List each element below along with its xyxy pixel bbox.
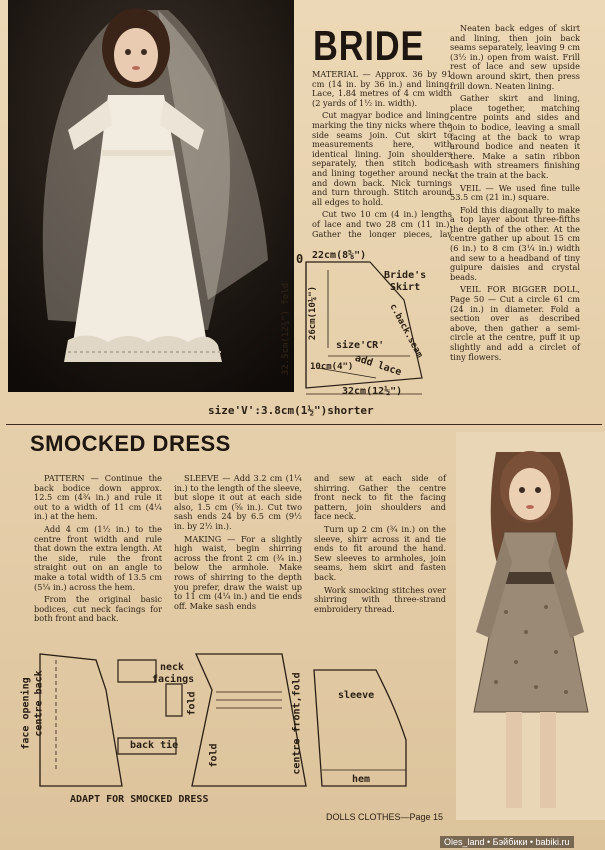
skirt-cback-seam: c.back.seam [387,302,425,360]
bride-p3: Neaten back edges of skirt and lining, then join back seams separately, leaving 9 cm (3½ in.) open from waist. Frill rest of lace and sew upside down around skirt, then press frill down. Neaten lining. [450,23,580,91]
bride-column-2 [450,24,580,365]
skirt-name-1: Bride's [384,270,427,281]
smocked-doll-illustration [456,432,605,820]
bride-column-1 [312,70,452,241]
neck-facings-label-1: neck [160,662,185,673]
smocked-pattern: PATTERN — Continue the back bodice down approx. 12.5 cm (4¾ in.) and rule it out to a width of 11 cm (4¼ in.) at the hem. [34,473,162,522]
bride-veil: VEIL — We used fine tulle 53.5 cm (21 in.) square. [450,182,580,203]
smocked-sleeve: SLEEVE — Add 3.2 cm (1¼ in.) to the length of the sleeve, but slope it out at each side also, 1.5 cm (⅝ in.). Cut two sash ends 24 by 6.5 cm (9½ in. by 2½ in.). [174,473,302,531]
bride-p2: Cut two 10 cm (4 in.) lengths of lace and two 28 cm (11 in.). Gather the longer pieces, lay [312,210,452,239]
smocked-doll-photo [456,432,605,820]
sleeve-label: sleeve [338,690,375,701]
face-opening-label: face opening [20,677,32,750]
skirt-bottom-measure: 32cm(12½") [342,386,403,397]
back-tie-label: back tie [130,740,179,751]
skirt-zero-mark: 0 [296,252,304,266]
smocked-p2: From the original basic bodices, cut neck facings for both front and back. [34,594,162,624]
skirt-inner-measure: 26cm(10¼") [308,285,319,341]
skirt-add-lace: add lace [353,352,403,379]
smocked-dress-title: SMOCKED DRESS [30,431,231,456]
bride-veil-big: VEIL FOR BIGGER DOLL, Page 50 — Cut a circle 61 cm (24 in.) in diameter. Fold a section over as described above, then gather a semi-circle at the centre, puff it up slightly and add a circlet of tiny flowers. [450,284,580,362]
bride-p5: Fold this diagonally to make a top layer about three-fifths the depth of the other. At the centre gather up about 15 cm (6 in.) to 8 cm (3¼ in.) width and sew to a headband of tiny guipure daisies and crystal beads. [450,204,580,282]
hem-label: hem [352,774,371,785]
fold-label-2: fold [208,743,220,768]
smocked-p5: Work smocking stitches over shirring with three-strand embroidery thread. [314,584,446,614]
smocked-p3: and sew at each side of shirring. Gather the centre front neck to fit the facing pattern, join shoulders and face neck. [314,473,446,522]
bride-material: MATERIAL — Approx. 36 by 91 cm (14 in. by 36 in.) and lining. Lace, 1.84 metres of 4 cm width (2 yards of 1½ in. width). [312,69,452,108]
smocked-column-3 [314,474,446,617]
fold-label-1: fold [186,691,198,716]
skirt-name-2: Skirt [390,282,421,293]
skirt-left-measure: 32.5cm(12¾") fold [281,282,292,376]
bride-skirt-diagram [208,248,452,418]
smocked-p1: Add 4 cm (1½ in.) to the centre front width and rule that down the extra length. At the side, rule the front straight out on an angle to make a total width of 13.5 cm (5¼ in.) across the hem. [34,523,162,592]
centre-back-label: centre back [33,670,45,737]
centre-front-fold-label: centre front,fold [291,672,303,775]
skirt-size-cr: size'CR' [336,340,385,351]
pattern-outlines [26,650,446,810]
smocked-making: MAKING — For a slightly high waist, begin shirring across the front 2 cm (¾ in.) below the armhole. Make rows of shirring to the depth you prefer, draw the waist up to 11 cm (4¼ in.) and tie ends off. Make sash ends [174,533,302,611]
smocked-pattern-pieces [20,650,446,810]
section-divider [6,424,602,425]
skirt-top-measure: 22cm(8⅝") [312,250,367,261]
neck-facings-label-2: facings [152,674,195,685]
smocked-column-1 [34,474,162,627]
skirt-size-v-note: size'V':3.8cm(1½")shorter [208,404,374,417]
adapt-caption: ADAPT FOR SMOCKED DRESS [70,794,209,805]
smocked-column-2 [174,474,302,614]
watermark: Oles_land • Бэйбики • babiki.ru [440,836,574,848]
bride-title: BRIDE [313,22,425,69]
smocked-p4: Turn up 2 cm (¾ in.) on the sleeve, shirr across it and tie ends to fit around the hand. Sew sleeves to armholes, join seams, hem skirt and fasten back. [314,523,446,582]
skirt-small-measure: 10cm(4") [310,362,354,372]
page-footer: DOLLS CLOTHES—Page 15 [326,812,444,822]
bride-p1: Cut magyar bodice and lining, marking the tiny nicks where the side seams join. Cut skirt to measurements here, with identical lining. Join shoulders separately, then stitch bodice and lining together around neck and down back. Nick turnings and turn through. Stitch around all edges to hold. [312,110,452,207]
bride-doll-illustration [8,0,294,392]
bride-doll-photo [8,0,294,392]
bride-p4: Gather skirt and lining, place together, matching centre points and sides and join to bodice, leaving a small facing at the back to wrap around bodice and neaten it there. Make a satin ribbon sash with streamers finishing at the train at the back. [450,93,580,180]
